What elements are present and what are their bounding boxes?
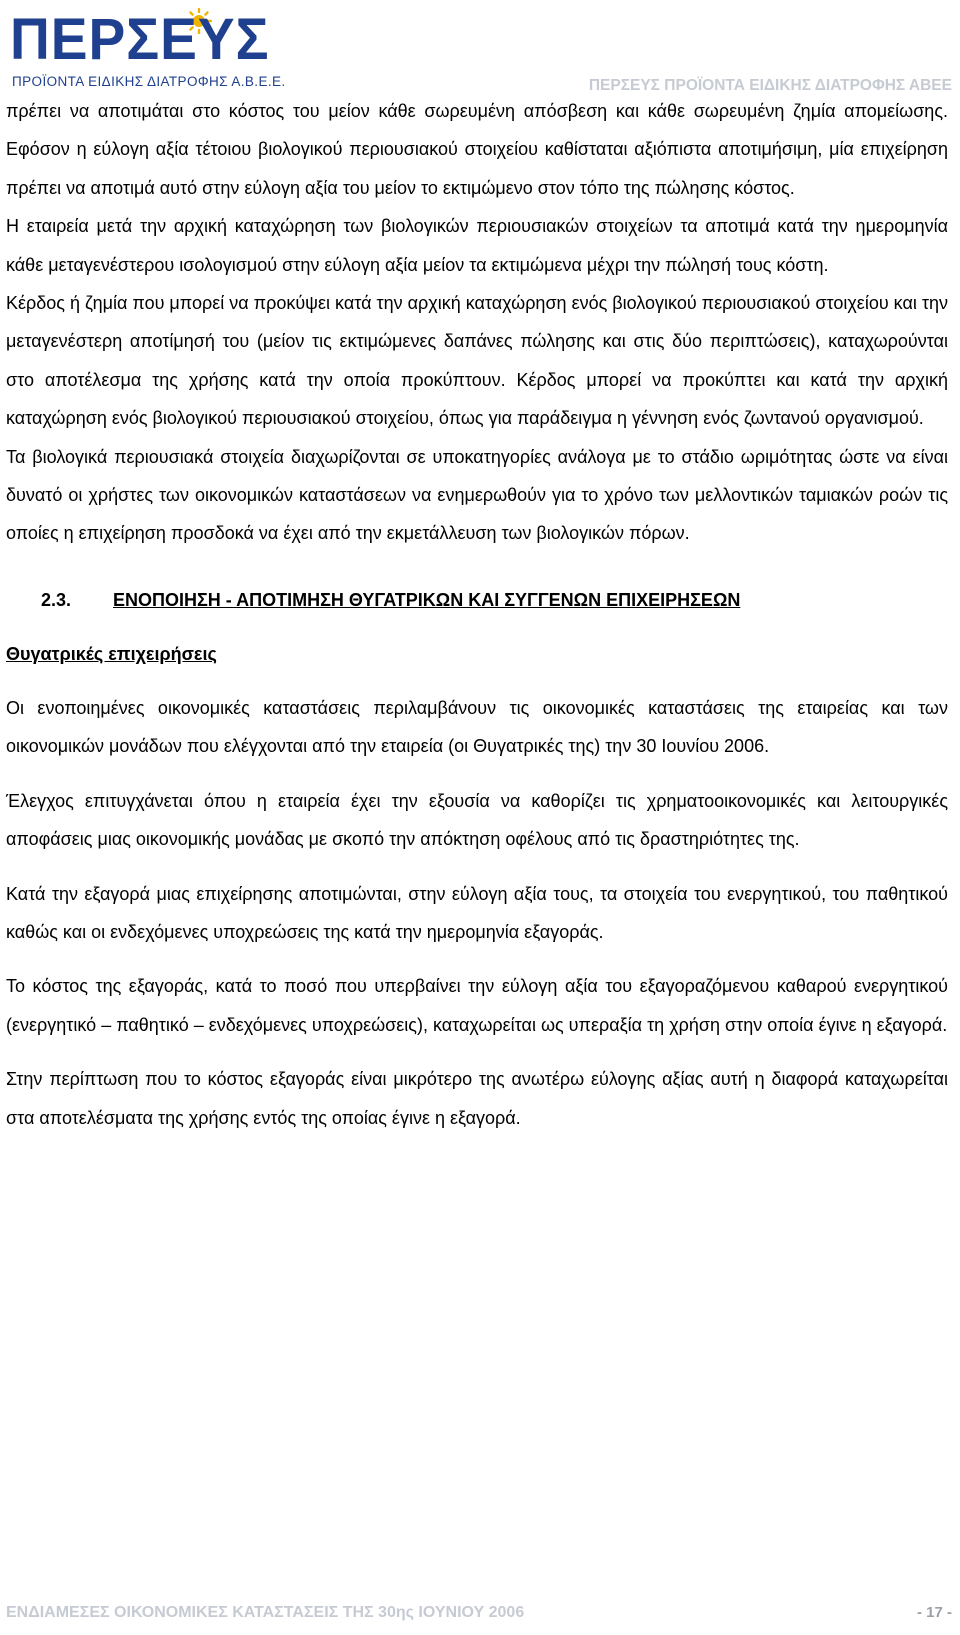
header-company-line: ΠΕΡΣΕΥΣ ΠΡΟΪΟΝΤΑ ΕΙΔΙΚΗΣ ΔΙΑΤΡΟΦΗΣ ΑΒΕΕ — [588, 77, 952, 94]
footer-title: ΕΝΔΙΑΜΕΣΕΣ ΟΙΚΟΝΟΜΙΚΕΣ ΚΑΤΑΣΤΑΣΕΙΣ ΤΗΣ 30ης ΙΟΥΝΙΟΥ 2006 — [6, 1604, 525, 1621]
section-title: ΕΝΟΠΟΙΗΣΗ - ΑΠΟΤΙΜΗΣΗ ΘΥΓΑΤΡΙΚΩΝ ΚΑΙ ΣΥΓΓΕΝΩΝ ΕΠΙΧΕΙΡΗΣΕΩΝ — [113, 589, 741, 610]
document-body — [6, 92, 948, 1137]
paragraph: Οι ενοποιημένες οικονομικές καταστάσεις περιλαμβάνουν τις οικονομικές καταστάσεις της εταιρείας και των οικονομικών μονάδων που ελέγχονται από την εταιρεία (οι Θυγατρικές της) την 30 Ιουνίου 2006. — [6, 697, 948, 757]
logo-wordmark: ΠΕΡΣΕΥΣ — [10, 7, 270, 72]
paragraph: Τα βιολογικά περιουσιακά στοιχεία διαχωρίζονται σε υποκατηγορίες ανάλογα με το στάδιο ωριμότητας ώστε να είναι δυνατό οι χρήστες των οικονομικών καταστάσεων να ενημερωθούν για το χρόνο των μελλοντικών ταμιακών ροών τις οποίες η επιχείρηση προσδοκά να έχει από την εκμετάλλευση των βιολογικών πόρων. — [6, 446, 948, 544]
company-logo — [6, 6, 296, 90]
page-number: - 17 - — [916, 1604, 952, 1621]
subheading: Θυγατρικές επιχειρήσεις — [6, 643, 217, 664]
paragraph: Στην περίπτωση που το κόστος εξαγοράς είναι μικρότερο της ανωτέρω εύλογης αξίας αυτή η διαφορά καταχωρείται στα αποτελέσματα της χρήσης εντός της οποίας έγινε η εξαγορά. — [6, 1069, 948, 1128]
paragraph: Έλεγχος επιτυγχάνεται όπου η εταιρεία έχει την εξουσία να καθορίζει τις χρηματοοικονομικές και λειτουργικές αποφάσεις μιας οικονομικής μονάδας με σκοπό την απόκτηση οφέλους από τις δραστηριότητες της. — [6, 790, 948, 850]
paragraph: Κέρδος ή ζημία που μπορεί να προκύψει κατά την αρχική καταχώρηση ενός βιολογικού περιουσιακού στοιχείου και την μεταγενέστερη αποτίμησή του (μείον τις εκτιμώμενες δαπάνες πώλησης και στις δύο περιπτώσεις), καταχωρούνται στο αποτέλεσμα της χρήσης κατά την οποία προκύπτουν. Κέρδος μπορεί να προκύπτει και κατά την αρχική καταχώρηση ενός βιολογικού περιουσιακού στοιχείου, όπως για παράδειγμα η γέννηση ενός ζωντανού οργανισμού. — [6, 293, 948, 429]
paragraph: πρέπει να αποτιμάται στο κόστος του μείον κάθε σωρευμένη απόσβεση και κάθε σωρευμένη ζημία απομείωσης. Εφόσον η εύλογη αξία τέτοιου βιολογικού περιουσιακού στοιχείου καθίσταται αξιόπιστα αποτιμήσιμη, μία επιχείρηση πρέπει να αποτιμά αυτό στην εύλογη αξία του μείον το εκτιμώμενο στον τόπο της πώλησης κόστος. — [6, 101, 948, 198]
section-number: 2.3. — [41, 589, 72, 610]
section-heading — [6, 581, 948, 619]
paragraph: Κατά την εξαγορά μιας επιχείρησης αποτιμώνται, στην εύλογη αξία τους, τα στοιχεία του ενεργητικού, του παθητικού καθώς και οι ενδεχόμενες υποχρεώσεις της κατά την ημερομηνία εξαγοράς. — [6, 883, 948, 942]
logo-subtitle: ΠΡΟΪΟΝΤΑ ΕΙΔΙΚΗΣ ΔΙΑΤΡΟΦΗΣ Α.Β.Ε.Ε. — [12, 74, 286, 89]
paragraph: Το κόστος της εξαγοράς, κατά το ποσό που υπερβαίνει την εύλογη αξία του εξαγοραζόμενου καθαρού ενεργητικού (ενεργητικό – παθητικό – ενδεχόμενες υποχρεώσεις), καταχωρείται ως υπεραξία τη χρήση στην οποία έγινε η εξαγορά. — [6, 976, 948, 1035]
paragraph: Η εταιρεία μετά την αρχική καταχώρηση των βιολογικών περιουσιακών στοιχείων τα αποτιμά κατά την ημερομηνία κάθε μεταγενέστερου ισολογισμού στην εύλογη αξία μείον τα εκτιμώμενα μέχρι την πώλησή τους κόστη. — [6, 216, 948, 275]
